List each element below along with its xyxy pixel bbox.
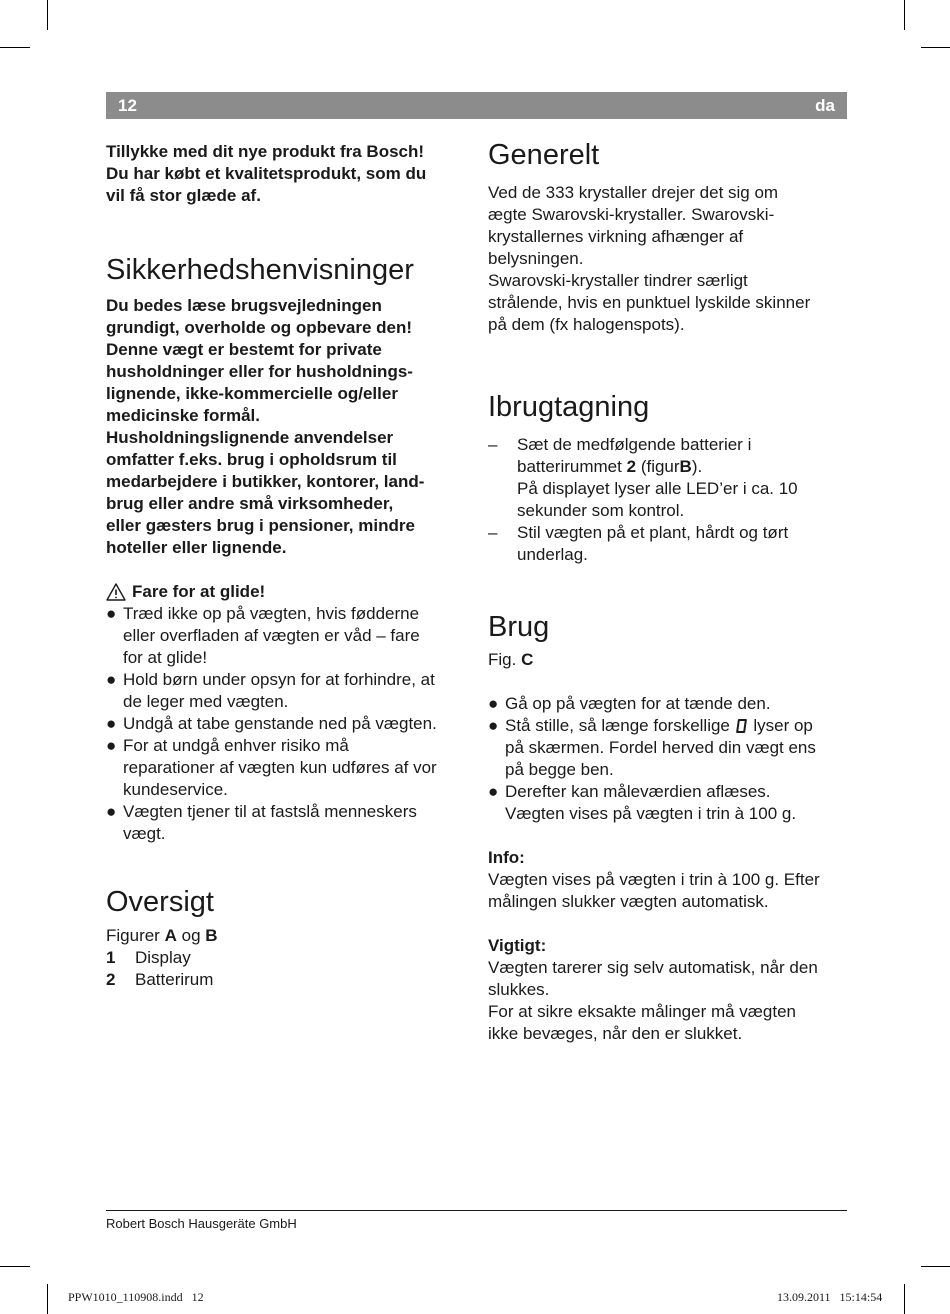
intro-line: Tillykke med dit nye produkt fra Bosch! xyxy=(106,142,425,161)
list-line: Vægten tjener til at fastslå menneskers xyxy=(123,802,417,821)
print-slug-file: PPW1010_110908.indd 12 xyxy=(68,1290,204,1304)
list-item xyxy=(488,715,848,781)
crop-mark xyxy=(904,1284,905,1314)
footer-divider xyxy=(106,1210,847,1211)
start-heading: Ibrugtagning xyxy=(488,391,650,423)
safety-line: grundigt, overholde og opbevare den! xyxy=(106,318,413,337)
info-label: Info: xyxy=(488,848,525,867)
list-item xyxy=(106,947,471,969)
text-span: ). xyxy=(691,457,703,476)
list-line: sekunder som kontrol. xyxy=(517,501,685,520)
dash-marker: – xyxy=(488,523,498,542)
list-line: kundeservice. xyxy=(123,780,228,799)
list-item xyxy=(488,693,848,715)
list-line: Stil vægten på et plant, hårdt og tørt xyxy=(517,523,789,542)
bullet-icon: ● xyxy=(488,716,499,735)
important-line: For at sikre eksakte målinger må vægten xyxy=(488,1002,797,1021)
list-line: for at glide! xyxy=(123,648,208,667)
figure-ref: C xyxy=(521,650,534,669)
text-line: belysningen. xyxy=(488,249,584,268)
text-line: krystallernes virkning afhænger af xyxy=(488,227,744,246)
text-line: Ved de 333 krystaller drejer det sig om xyxy=(488,183,779,202)
figure-ref: A xyxy=(164,926,177,945)
intro-line: vil få stor glæde af. xyxy=(106,186,261,205)
list-item xyxy=(106,603,471,669)
safety-line: brug eller andre små virksomheder, xyxy=(106,494,394,513)
list-item xyxy=(106,713,471,735)
overview-heading: Oversigt xyxy=(106,886,214,918)
fig-prefix: Fig. xyxy=(488,650,517,669)
crop-mark xyxy=(47,1284,48,1314)
text-line: ægte Swarovski-krystaller. Swarovski- xyxy=(488,205,775,224)
part-label: Batterirum xyxy=(135,970,214,989)
list-line: på skærmen. Fordel herved din vægt ens xyxy=(505,738,816,757)
part-ref: 2 xyxy=(626,457,637,476)
page-number: 12 xyxy=(118,96,137,115)
intro-text xyxy=(106,141,471,207)
list-item xyxy=(488,434,848,522)
figure-ref: B xyxy=(679,457,692,476)
parts-list xyxy=(106,947,471,991)
safety-line: medarbejdere i butikker, kontorer, land- xyxy=(106,472,425,491)
intro-line: Du har købt et kvalitetsprodukt, som du xyxy=(106,164,427,183)
figures-prefix: Figurer xyxy=(106,926,160,945)
important-line: slukkes. xyxy=(488,980,550,999)
safety-line: eller gæsters brug i pensioner, mindre xyxy=(106,516,415,535)
bullet-icon: ● xyxy=(106,802,117,821)
list-line: vægt. xyxy=(123,824,166,843)
text-span: lyser op xyxy=(753,716,813,735)
warning-title-row xyxy=(106,581,471,603)
warning-list xyxy=(106,603,471,845)
list-item xyxy=(488,781,848,825)
info-line: Vægten vises på vægten i trin à 100 g. Efter xyxy=(488,870,820,889)
list-line: På displayet lyser alle LED’er i ca. 10 xyxy=(517,479,798,498)
list-line: eller overfladen af vægten er våd – fare xyxy=(123,626,420,645)
right-column xyxy=(488,141,848,1045)
list-item xyxy=(106,969,471,991)
safety-line: lignende, ikke-kommercielle og/eller xyxy=(106,384,398,403)
crop-mark xyxy=(921,47,950,48)
use-fig-line xyxy=(488,649,848,671)
info-line: målingen slukker vægten automatisk. xyxy=(488,892,769,911)
figure-ref: B xyxy=(205,926,218,945)
list-item xyxy=(106,801,471,845)
important-line: ikke bevæges, når den er slukket. xyxy=(488,1024,743,1043)
start-list xyxy=(488,434,848,566)
list-line: Træd ikke op på vægten, hvis fødderne xyxy=(123,604,420,623)
bullet-icon: ● xyxy=(106,604,117,623)
list-line: For at undgå enhver risiko må xyxy=(123,736,349,755)
page-header-bar xyxy=(106,92,847,119)
warning-triangle-icon xyxy=(106,583,126,601)
list-line: Hold børn under opsyn for at forhindre, at xyxy=(123,670,435,689)
warning-title: Fare for at glide! xyxy=(132,582,266,601)
left-column xyxy=(106,141,471,991)
important-line: Vægten tarerer sig selv automatisk, når den xyxy=(488,958,818,977)
list-line: på begge ben. xyxy=(505,760,614,779)
text-line: Swarovski-krystaller tindrer særligt xyxy=(488,271,748,290)
footer-company: Robert Bosch Hausgeräte GmbH xyxy=(106,1216,297,1231)
bullet-icon: ● xyxy=(106,736,117,755)
safety-line: husholdninger eller for husholdnings- xyxy=(106,362,413,381)
crop-mark xyxy=(921,1266,950,1267)
part-number: 1 xyxy=(106,948,116,967)
list-line: Undgå at tabe genstande ned på vægten. xyxy=(123,714,437,733)
text-line: strålende, hvis en punktuel lyskilde skinner xyxy=(488,293,811,312)
use-heading: Brug xyxy=(488,611,550,643)
use-list xyxy=(488,693,848,825)
safety-text xyxy=(106,295,471,559)
list-line: Sæt de medfølgende batterier i xyxy=(517,435,752,454)
list-line xyxy=(505,715,848,737)
language-code: da xyxy=(815,96,835,115)
bullet-icon: ● xyxy=(488,782,499,801)
list-line xyxy=(517,456,848,478)
list-line: underlag. xyxy=(517,545,588,564)
part-label: Display xyxy=(135,948,191,967)
text-span: batterirummet xyxy=(517,457,622,476)
safety-line: Husholdningslignende anvendelser xyxy=(106,428,394,447)
list-line: Gå op på vægten for at tænde den. xyxy=(505,694,771,713)
segment-display-icon xyxy=(736,719,747,733)
list-item xyxy=(106,669,471,713)
list-line: de leger med vægten. xyxy=(123,692,289,711)
crop-mark xyxy=(904,0,905,30)
list-line: reparationer af vægten kun udføres af vor xyxy=(123,758,437,777)
important-label: Vigtigt: xyxy=(488,936,547,955)
general-heading: Generelt xyxy=(488,139,600,171)
safety-line: omfatter f.eks. brug i opholdsrum til xyxy=(106,450,397,469)
figures-and: og xyxy=(181,926,201,945)
safety-line: hoteller eller lignende. xyxy=(106,538,287,557)
safety-heading: Sikkerhedshenvisninger xyxy=(106,254,414,286)
safety-line: medicinske formål. xyxy=(106,406,261,425)
list-line: Vægten vises på vægten i trin à 100 g. xyxy=(505,804,797,823)
safety-line: Denne vægt er bestemt for private xyxy=(106,340,382,359)
print-slug-timestamp: 13.09.2011 15:14:54 xyxy=(777,1290,883,1304)
text-span: (figur xyxy=(640,457,680,476)
list-item xyxy=(488,522,848,566)
figures-line xyxy=(106,925,471,947)
bullet-icon: ● xyxy=(106,670,117,689)
part-number: 2 xyxy=(106,970,116,989)
text-line: på dem (fx halogenspots). xyxy=(488,315,685,334)
safety-line: Du bedes læse brugsvejledningen xyxy=(106,296,382,315)
crop-mark xyxy=(0,1266,30,1267)
general-text xyxy=(488,182,848,336)
list-item xyxy=(106,735,471,801)
crop-mark xyxy=(47,0,48,30)
dash-marker: – xyxy=(488,435,498,454)
crop-mark xyxy=(0,47,30,48)
text-span: Stå stille, så længe forskellige xyxy=(505,716,730,735)
bullet-icon: ● xyxy=(488,694,499,713)
list-line: Derefter kan måleværdien aflæses. xyxy=(505,782,771,801)
bullet-icon: ● xyxy=(106,714,117,733)
